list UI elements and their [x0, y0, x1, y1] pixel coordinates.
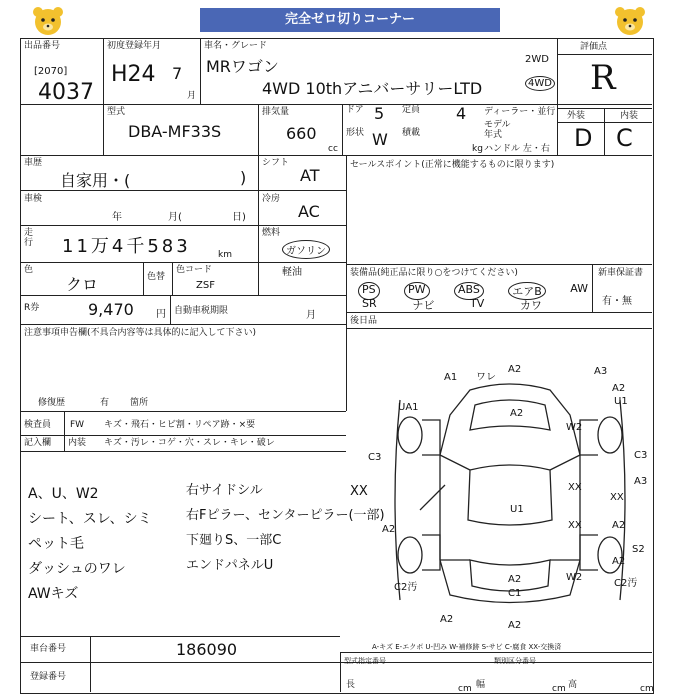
- color-num-label: 色替: [147, 272, 166, 282]
- model-year-label: モデル年式: [484, 120, 511, 140]
- int-label: 内装: [620, 111, 639, 121]
- cm-unit: cm: [640, 684, 654, 694]
- dmg-label: U1: [614, 396, 628, 407]
- inspector-fw: FW: [70, 420, 85, 430]
- mileage-value: 11万4千583: [62, 236, 191, 257]
- first-reg-label: 初度登録年月: [107, 41, 162, 51]
- dmg-label: C2汚: [614, 578, 638, 589]
- capacity-label: 定員: [402, 105, 421, 115]
- recycle-value: 9,470: [88, 300, 134, 319]
- page-title-banner: 完全ゼロ切りコーナー: [200, 8, 500, 32]
- dmg-label: UA1: [398, 402, 419, 413]
- first-reg-month: 7: [172, 64, 183, 83]
- inspector-label2: 記入欄: [24, 438, 52, 448]
- category-label: 類別区分番号: [494, 657, 536, 665]
- equip-pw: PW: [404, 282, 430, 300]
- inspect-day: 日): [232, 212, 246, 223]
- hw-left-0: A、U、W2: [28, 486, 99, 502]
- dmg-label: A2: [510, 408, 524, 419]
- dmg-label: A2: [612, 520, 626, 531]
- displacement-value: 660: [286, 124, 317, 143]
- inspector-row2: キズ・汚レ・コゲ・穴・スレ・キレ・破レ: [104, 438, 275, 448]
- inspect-year: 年: [112, 212, 122, 223]
- dmg-label: XX: [610, 492, 624, 503]
- dmg-label: A3: [634, 476, 648, 487]
- name-label: 車名・グレード: [204, 41, 268, 51]
- length-label: 長: [346, 680, 356, 690]
- drive-2wd: 2WD: [525, 54, 549, 65]
- model-value: DBA-MF33S: [128, 122, 222, 141]
- ac-label: 冷房: [262, 194, 281, 204]
- equip-navi: ナビ: [412, 299, 435, 312]
- body-label: 形状: [346, 128, 365, 138]
- dmg-label: A2: [508, 364, 522, 375]
- dmg-label: A2: [508, 574, 522, 585]
- fuel-value: ガソリン: [282, 240, 330, 259]
- hw-left-4: AWキズ: [28, 586, 79, 602]
- use-close: ): [240, 168, 247, 187]
- mileage-label: 走行: [24, 228, 34, 248]
- displacement-label: 排気量: [262, 107, 290, 117]
- handwritten-left: [28, 482, 152, 607]
- hw-right-0: 右サイドシル: [186, 483, 263, 498]
- km-unit: km: [218, 250, 232, 260]
- dmg-label: C3: [368, 452, 382, 463]
- equipment-row2: [362, 297, 542, 313]
- hw-xx: XX: [350, 484, 368, 499]
- auto-tax-label: 自動車税期限: [174, 306, 229, 316]
- lot-code: [2070]: [34, 66, 68, 77]
- model-label: 型式: [107, 107, 126, 117]
- dmg-label: A2: [612, 556, 626, 567]
- equip-aw: AW: [570, 282, 588, 295]
- inspector-interior: 内装: [68, 438, 87, 448]
- ext-value: D: [574, 124, 593, 152]
- notes-label: 注意事項申告欄(不具合内容等は具体的に記入して下さい): [24, 328, 257, 338]
- repair-value: 有: [100, 398, 110, 408]
- color-code-value: ZSF: [196, 280, 215, 291]
- score-value: R: [590, 58, 616, 98]
- height-label: 高: [568, 680, 578, 690]
- score-label: 評価点: [580, 42, 608, 52]
- reg-label: 登録番号: [30, 672, 67, 682]
- hw-right-1: 右Fピラー、センターピラー(一部): [186, 508, 385, 523]
- cm-unit: cm: [552, 684, 566, 694]
- equip-airbag: エアB: [508, 282, 546, 300]
- month-unit: 月: [187, 91, 197, 101]
- yen-unit: 円: [156, 309, 166, 320]
- dealer-label: ディーラー・並行: [484, 107, 556, 117]
- inspect-month: 月(: [168, 212, 182, 223]
- auto-tax-month: 月: [306, 310, 316, 321]
- dmg-label: A2: [440, 614, 454, 625]
- dmg-label: C1: [508, 588, 522, 599]
- equipment-label: 装備品(純正品に限り○をつけてください): [350, 268, 518, 278]
- dmg-label: S2: [632, 544, 645, 555]
- equip-leather: カワ: [520, 299, 542, 312]
- width-label: 幅: [476, 680, 486, 690]
- dmg-label: C3: [634, 450, 648, 461]
- damage-legend: A-キズ E-エクボ U-凹み W-補修跡 S-サビ C-腐食 XX-交換済: [372, 643, 562, 651]
- repair-label: 修復歴: [38, 398, 66, 408]
- designation-label: 型式指定番号: [344, 657, 386, 665]
- doors-value: 5: [374, 104, 385, 123]
- chassis-label: 車台番号: [30, 644, 67, 654]
- lot-number: 4037: [38, 80, 94, 105]
- handle-label: ハンドル 左・右: [484, 144, 550, 154]
- dmg-label: A2: [508, 620, 522, 631]
- dmg-label: ワレ: [476, 372, 496, 383]
- repair-suffix: 箇所: [130, 398, 149, 408]
- hw-left-1: シート、スレ、シミ: [28, 511, 152, 527]
- equip-tv: TV: [470, 297, 485, 310]
- hw-right-3: エンドパネルU: [186, 558, 274, 573]
- equip-sr: SR: [362, 297, 377, 310]
- ext-label: 外装: [567, 111, 586, 121]
- color-value: クロ: [66, 275, 99, 294]
- fuel-label: 燃料: [262, 228, 281, 238]
- shift-label: シフト: [262, 158, 290, 168]
- lot-label: 出品番号: [24, 41, 61, 51]
- after-label: 後日品: [350, 316, 378, 326]
- cc-unit: cc: [328, 144, 338, 154]
- load-label: 積載: [402, 128, 421, 138]
- use-value: 自家用・(: [60, 171, 131, 190]
- fuel2-value: 軽油: [282, 267, 302, 278]
- dmg-label: A3: [594, 366, 608, 377]
- new-car-value: 有・無: [602, 296, 632, 307]
- int-value: C: [616, 124, 633, 152]
- shift-value: AT: [300, 166, 320, 185]
- cm-unit: cm: [458, 684, 472, 694]
- inspector-label1: 検査員: [24, 420, 52, 430]
- body-value: W: [372, 130, 388, 149]
- dmg-label: U1: [510, 504, 524, 515]
- dmg-label: XX: [568, 482, 582, 493]
- hw-right-2: 下廻りS、一部C: [186, 533, 282, 548]
- dmg-label: C2汚: [394, 582, 418, 593]
- first-reg-year: H24: [111, 62, 156, 87]
- color-label: 色: [24, 265, 34, 275]
- dmg-label: A2: [612, 383, 626, 394]
- doors-label: ドア: [346, 105, 364, 115]
- chassis-value: 186090: [176, 640, 238, 659]
- equip-ps: PS: [358, 282, 380, 300]
- recycle-label: R券: [24, 303, 40, 313]
- sales-point-label: セールスポイント(正常に機能するものに限ります): [350, 160, 555, 170]
- equip-abs: ABS: [454, 282, 484, 300]
- capacity-value: 4: [456, 104, 467, 123]
- car-name: MRワゴン: [206, 57, 279, 76]
- color-code-label: 色コード: [176, 265, 213, 275]
- dmg-label: W2: [566, 572, 583, 583]
- dmg-label: A1: [444, 372, 458, 383]
- new-car-label: 新車保証書: [598, 268, 644, 278]
- hw-left-3: ダッシュのワレ: [28, 561, 126, 577]
- dmg-label: W2: [566, 422, 583, 433]
- hw-left-2: ペット毛: [28, 536, 84, 552]
- kg-unit: kg: [472, 144, 483, 154]
- dmg-label: XX: [568, 520, 582, 531]
- ac-value: AC: [298, 202, 320, 221]
- grade: 4WD 10thアニバーサリーLTD: [262, 79, 483, 98]
- dmg-label: A2: [382, 524, 396, 535]
- inspect-label: 車検: [24, 194, 43, 204]
- drive-4wd: 4WD: [525, 76, 555, 91]
- inspector-row1: キズ・飛石・ヒビ割・リペア跡・×要: [104, 420, 256, 430]
- use-label: 車歴: [24, 158, 43, 168]
